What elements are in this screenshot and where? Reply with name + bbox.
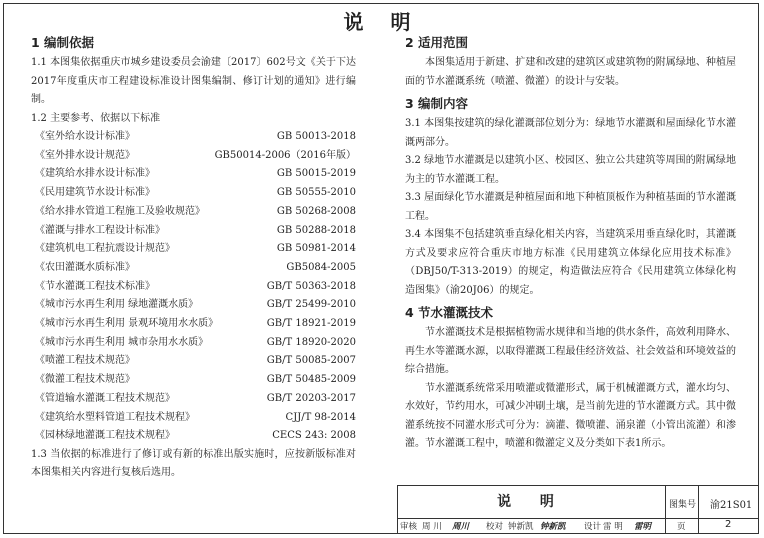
standard-name: 《城市污水再生利用 城市杂用水水质》: [35, 336, 209, 348]
standard-name: 《建筑给水排水设计标准》: [35, 168, 155, 180]
standard-item: [31, 390, 356, 409]
check-name: 钟新凯: [508, 522, 534, 532]
standard-item: [31, 222, 356, 241]
standard-code: GB5084-2005: [286, 261, 356, 273]
standard-code: GB 50288-2018: [276, 224, 356, 236]
standard-code: GB 50013-2018: [276, 131, 356, 142]
standard-code: GB/T 50363-2018: [266, 280, 356, 292]
section-3-1-text: 3.1 本图集按建筑的绿化灌溉部位划分为：绿地节水灌溉和屋面绿化节水灌溉两部分。: [405, 118, 736, 148]
section-3-4-text: 3.4 本图集不包括建筑垂直绿化相关内容，当建筑采用垂直绿化时，其灌溉方式及要求应符合重庆市地方标准《民用建筑立体绿化应用技术标准》（DBJ50/T-313-2019）的规定，构造做法应符合《民用建筑立体绿化构造图集》（渝20J06）的规定。: [405, 229, 736, 296]
section-4-text-1: 节水灌溉技术是根据植物需水规律和当地的供水条件，高效利用降水、再生水等灌溉水源，以取得灌溉工程最佳经济效益、社会效益和环境效益的综合措施。: [405, 327, 736, 375]
standards-list: [31, 128, 356, 446]
standard-item: [31, 184, 356, 203]
right-column: [405, 30, 736, 454]
section-1-3-text: 1.3 当依据的标准进行了修订或有新的标准出版实施时，应按新版标准对本图集相关内容进行复核后选用。: [31, 448, 356, 479]
standard-code: GB/T 20203-2017: [266, 392, 356, 404]
standard-item: [31, 315, 356, 334]
standard-name: 《管道输水灌溉工程技术规范》: [35, 392, 175, 404]
review-signature: 周川: [452, 522, 470, 532]
standard-item: [31, 334, 356, 353]
standard-name: 《室外排水设计规范》: [35, 149, 135, 161]
section-2-heading: 2 适用范围: [405, 35, 469, 50]
standard-item: [31, 165, 356, 184]
standard-item: [31, 240, 356, 259]
standard-name: 《喷灌工程技术规范》: [35, 355, 135, 367]
standard-item: [31, 409, 356, 428]
section-1-heading: 1 编制依据: [31, 35, 95, 50]
title-block-title: 说 明: [497, 494, 566, 510]
standard-name: 《灌溉与排水工程设计标准》: [35, 224, 165, 236]
atlas-number: 渝21S01: [710, 500, 753, 511]
standard-item: [31, 203, 356, 222]
standard-name: 《建筑机电工程抗震设计规范》: [35, 243, 175, 255]
atlas-number-label: 图集号: [669, 500, 697, 510]
standard-name: 《节水灌溉工程技术标准》: [35, 280, 155, 292]
standard-code: GB/T 25499-2010: [266, 299, 356, 311]
title-block-top: [398, 486, 759, 519]
section-1-2-text: 1.2 主要参考、依据以下标准: [31, 112, 161, 124]
title-block-signature-row: [398, 519, 759, 534]
standard-item: [31, 371, 356, 390]
standard-item: [31, 128, 356, 147]
title-block: [397, 485, 759, 534]
design-name: 雷 明: [603, 522, 623, 532]
standard-code: GB/T 18921-2019: [266, 318, 356, 330]
standard-name: 《建筑给水塑料管道工程技术规程》: [35, 411, 195, 423]
standard-name: 《城市污水再生利用 景观环境用水水质》: [35, 318, 219, 330]
page-label: 页: [677, 522, 686, 532]
review-name: 周 川: [422, 522, 442, 532]
design-label: 设计: [584, 522, 602, 532]
standard-code: CECS 243: 2008: [272, 430, 356, 442]
standard-item: [31, 278, 356, 297]
standard-name: 《园林绿地灌溉工程技术规程》: [35, 430, 175, 442]
section-3-3-text: 3.3 屋面绿化节水灌溉是种植屋面和地下种植顶板作为种植基面的节水灌溉工程。: [405, 192, 736, 222]
section-3-2-text: 3.2 绿地节水灌溉是以建筑小区、校园区、独立公共建筑等周围的附属绿地为主的节水灌溉工程。: [405, 155, 736, 185]
standard-name: 《室外给水设计标准》: [35, 131, 135, 142]
section-3-heading: 3 编制内容: [405, 96, 469, 111]
page-number: 2: [725, 519, 732, 530]
standard-name: 《城市污水再生利用 绿地灌溉水质》: [35, 299, 199, 311]
check-signature: 钟新凯: [540, 522, 566, 532]
review-label: 审核: [400, 522, 418, 532]
page-title: 说 明: [343, 10, 421, 34]
section-4-heading: 4 节水灌溉技术: [405, 305, 494, 320]
section-2-text: 本图集适用于新建、扩建和改建的建筑区或建筑物的附属绿地、种植屋面的节水灌溉系统（喷灌、微灌）的设计与安装。: [405, 57, 736, 87]
section-1-1-text: 1.1 本图集依据重庆市城乡建设委员会渝建〔2017〕602号文《关于下达2017年度重庆市工程建设标准设计图集编制、修订计划的通知》进行编制。: [31, 57, 356, 105]
standard-item: [31, 259, 356, 278]
standard-code: CJJ/T 98-2014: [285, 411, 356, 423]
standard-item: [31, 427, 356, 446]
standard-item: [31, 296, 356, 315]
standard-code: GB/T 50485-2009: [266, 374, 356, 386]
standard-code: GB 50268-2008: [276, 205, 356, 217]
standard-code: GB 50015-2019: [276, 168, 356, 180]
standard-name: 《微灌工程技术规范》: [35, 374, 135, 386]
left-column: [31, 30, 356, 483]
standard-code: GB 50981-2014: [276, 243, 356, 255]
standard-name: 《给水排水管道工程施工及验收规范》: [35, 205, 205, 217]
design-signature: 雷明: [634, 522, 652, 532]
standard-item: [31, 352, 356, 371]
standard-name: 《农田灌溉水质标准》: [35, 261, 135, 273]
section-4-text-2: 节水灌溉系统常采用喷灌或微灌形式，属于机械灌溉方式，灌水均匀、水效好，节约用水，可减少冲刷土壤，是当前先进的节水灌溉方式。其中微灌系统按不同灌水形式可分为：滴灌、微喷灌、涌泉灌（小管出流灌）和渗灌。节水灌溉工程中，喷灌和微灌定义及分类如下表1所示。: [405, 382, 736, 449]
standard-item: [31, 147, 356, 166]
standard-code: GB/T 50085-2007: [266, 355, 356, 367]
standard-code: GB/T 18920-2020: [266, 336, 356, 348]
standard-code: GB 50555-2010: [276, 187, 356, 199]
standard-code: GB50014-2006（2016年版）: [214, 149, 356, 161]
standard-name: 《民用建筑节水设计标准》: [35, 187, 155, 199]
check-label: 校对: [486, 522, 504, 532]
